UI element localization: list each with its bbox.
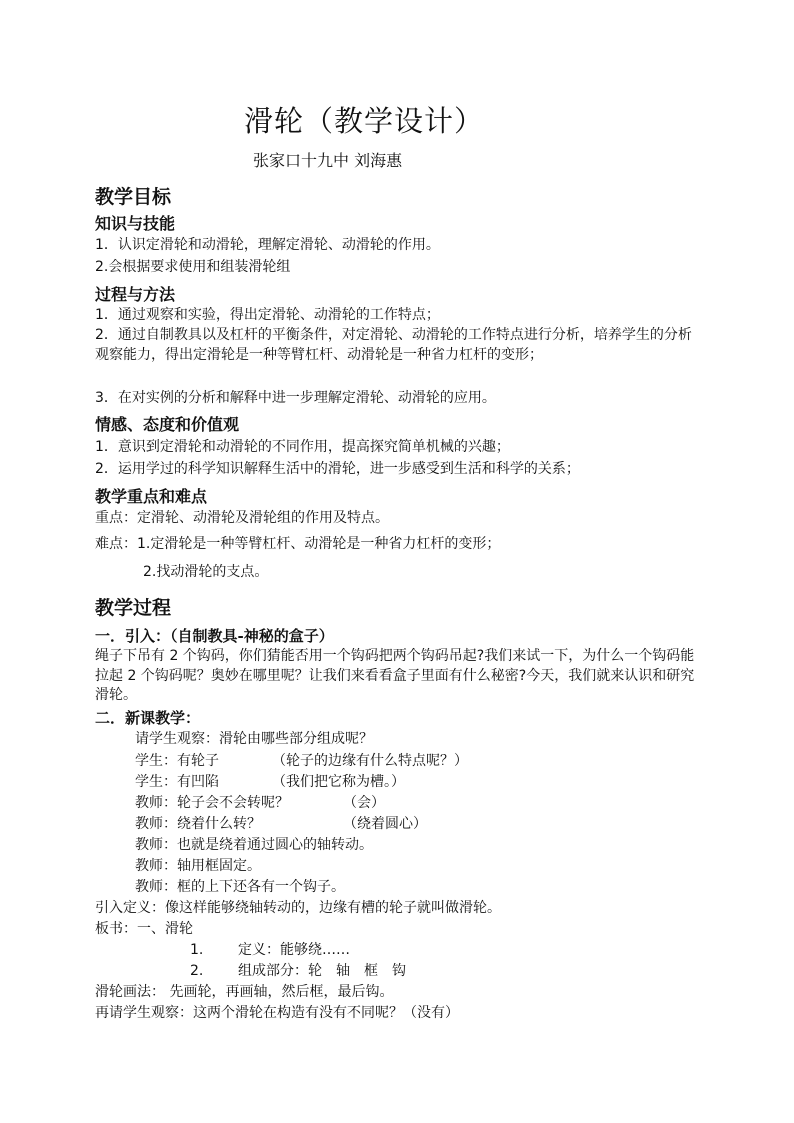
difficulty-line: 难点：1.定滑轮是一种等臂杠杆、动滑轮是一种省力杠杆的变形； [95,536,501,552]
definition-line: 引入定义：像这样能够绕轴转动的，边缘有槽的轮子就叫做滑轮。 [95,900,501,916]
board-item: 2. 组成部分：轮 轴 框 钩 [190,963,406,979]
process-method-item: 3．在对实例的分析和解释中进一步理解定滑轮、动滑轮的应用。 [95,390,496,406]
knowledge-item: 2.会根据要求使用和组装滑轮组 [95,259,291,275]
board-item: 1. 定义：能够绕…… [190,942,350,958]
knowledge-heading: 知识与技能 [95,214,176,233]
drawing-method-line: 滑轮画法： 先画轮，再画轴，然后框，最后钩。 [95,984,394,1000]
attitude-item: 2．运用学过的科学知识解释生活中的滑轮，进一步感受到生活和科学的关系； [95,461,580,477]
dialogue-line: 教师：绕着什么转？ （绕着圆心） [135,816,427,832]
observe-again-line: 再请学生观察：这两个滑轮在构造有没有不同呢？（没有） [95,1005,459,1021]
process-heading: 教学过程 [95,597,172,619]
process-method-item: 2．通过自制教具以及杠杆的平衡条件，对定滑轮、动滑轮的工作特点进行分析，培养学生的分析观察能力，得出定滑轮是一种等臂杠杆、动滑轮是一种省力杠杆的变形； [95,327,692,363]
dialogue-line: 教师：也就是绕着通过圆心的轴转动。 [135,837,373,853]
dialogue-line: 学生：有轮子 （轮子的边缘有什么特点呢？） [135,753,468,769]
process-method-item: 1．通过观察和实验，得出定滑轮、动滑轮的工作特点； [95,307,440,323]
focus-line: 重点：定滑轮、动滑轮及滑轮组的作用及特点。 [95,510,389,526]
difficulty-line: 2.找动滑轮的支点。 [143,564,269,580]
attitude-heading: 情感、态度和价值观 [95,415,240,434]
dialogue-line: 教师：轴用框固定。 [135,858,261,874]
knowledge-item: 1．认识定滑轮和动滑轮，理解定滑轮、动滑轮的作用。 [95,237,440,253]
dialogue-line: 请学生观察：滑轮由哪些部分组成呢？ [135,731,373,747]
intro-heading: 一．引入：（自制教具-神秘的盒子） [95,627,334,645]
dialogue-line: 学生：有凹陷 （我们把它称为槽。） [135,774,405,790]
attitude-item: 1．意识到定滑轮和动滑轮的不同作用，提高探究简单机械的兴趣； [95,439,510,455]
new-lesson-heading: 二．新课教学： [95,709,201,727]
key-points-heading: 教学重点和难点 [95,487,208,506]
author-line: 张家口十九中 刘海惠 [253,151,403,170]
board-title: 板书：一、滑轮 [95,921,193,937]
process-method-heading: 过程与方法 [95,285,176,304]
intro-paragraph: 绳子下吊有 2 个钩码，你们猜能否用一个钩码把两个钩码吊起?我们来试一下，为什么一个钩码能拉起 2 个钩码呢？奥妙在哪里呢？让我们来看看盒子里面有什么秘密?今天，我们就来认识和研究滑轮。 [95,648,695,703]
document-title: 滑轮（教学设计） [244,104,485,138]
dialogue-line: 教师：框的上下还各有一个钩子。 [135,879,345,895]
objectives-heading: 教学目标 [95,186,172,208]
dialogue-line: 教师：轮子会不会转呢？ （会） [135,795,385,811]
